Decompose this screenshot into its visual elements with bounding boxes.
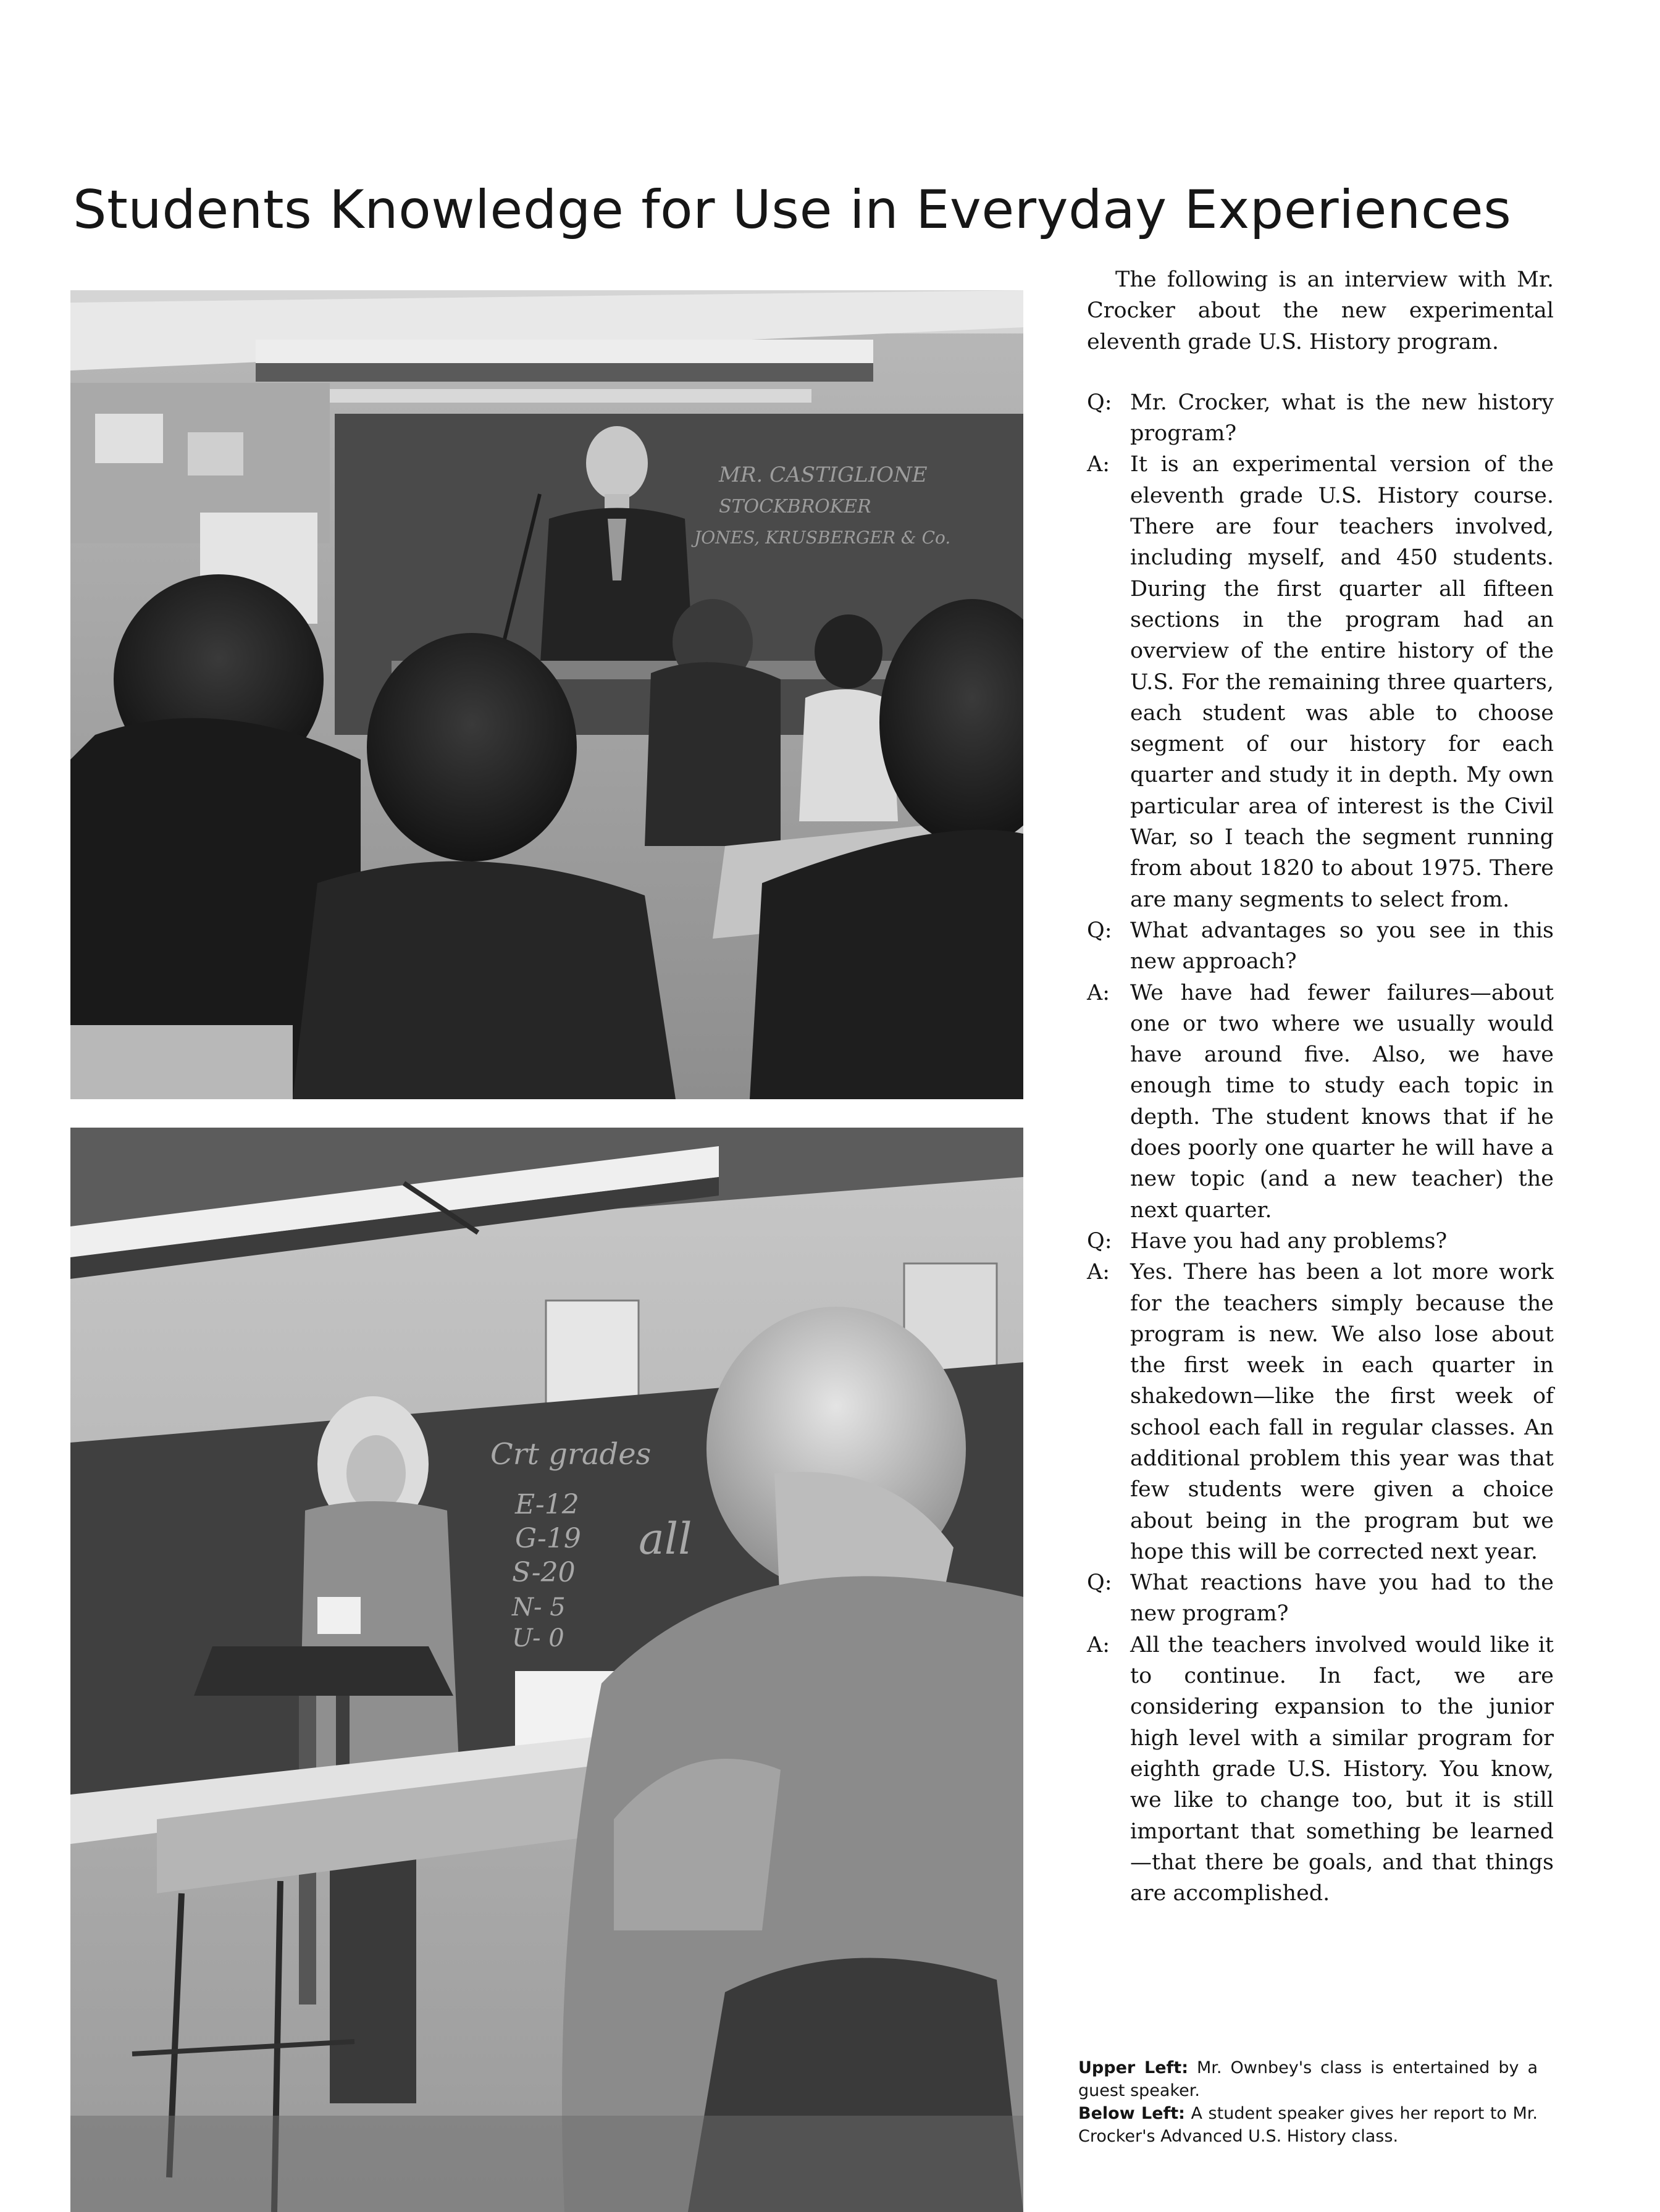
answer-tag: A: [1087,1260,1110,1285]
question-tag: Q: [1087,390,1112,415]
qa-item [1087,1567,1554,1630]
answer-text: It is an experimental version of the eleventh grade U.S. History course. There are four teachers involved, including myself, and 450 students. During the first quarter all fifteen sections in the program had an overview of the entire history of the U.S. For the remaining three quarters, each student was able to choose segment of our history for each quarter and study it in depth. My own particular area of interest is the Civil War, so I teach the segment running from about 1820 to about 1975. There are many segments to select from. [1130,452,1554,912]
question-text: Mr. Crocker, what is the new history program? [1130,390,1554,446]
grade-line-4: N- 5 [512,1593,566,1622]
chalkboard-side-note: all [639,1514,692,1564]
qa-item [1087,1226,1554,1257]
chalkboard-heading: Crt grades [490,1437,652,1472]
answer-tag: A: [1087,980,1110,1005]
page-headline: Students Knowledge for Use in Everyday Experiences [73,179,1512,241]
caption-lower [1078,2102,1538,2148]
question-text: What advantages so you see in this new approach? [1130,918,1554,974]
grade-line-2: G-19 [515,1523,581,1554]
chalkboard-line-1: MR. CASTIGLIONE [719,463,928,487]
qa-item [1087,978,1554,1226]
student-speaker-scene [70,1128,1023,2212]
grade-line-3: S-20 [512,1557,576,1588]
chalkboard-line-3: JONES, KRUSBERGER & Co. [694,527,951,548]
answer-text: Yes. There has been a lot more work for the teachers simply because the program is new. We also lose about the first week in each quarter in shakedown—like the first week of school each fall in regular classes. An additional problem this year was that few students were given a choice about being in the program but we hope this will be corrected next year. [1130,1260,1554,1564]
answer-tag: A: [1087,452,1110,477]
qa-item [1087,449,1554,915]
article-intro: The following is an interview with Mr. Crocker about the new experimental eleventh grade U.S. History program. [1087,267,1554,354]
question-text: What reactions have you had to the new program? [1130,1570,1554,1627]
grade-line-5: U- 0 [512,1624,564,1653]
qa-item [1087,915,1554,978]
lower-classroom-photo [70,1128,1023,2212]
interview-article [1087,264,1554,1909]
caption-upper [1078,2056,1538,2102]
question-tag: Q: [1087,1570,1112,1596]
caption-lower-label: Below Left: [1078,2104,1185,2123]
grade-line-1: E-12 [515,1489,579,1520]
guest-speaker-scene [70,290,1023,1099]
chalkboard-line-2: STOCKBROKER [719,496,871,517]
caption-upper-label: Upper Left: [1078,2058,1188,2077]
caption-lower-text: A student speaker gives her report to Mr. Crocker's Advanced U.S. History class. [1078,2104,1538,2146]
qa-item [1087,1257,1554,1567]
answer-text: All the teachers involved would like it to continue. In fact, we are considering expansion to the junior high level with a similar program for eighth grade U.S. History. You know, we like to change too, but it is still important that something be learned—that there be goals, and that things are accomplished. [1130,1632,1554,1906]
qa-item [1087,387,1554,450]
question-text: Have you had any problems? [1130,1228,1448,1254]
qa-item [1087,1630,1554,1909]
upper-classroom-photo [70,290,1023,1099]
caption-upper-text: Mr. Ownbey's class is entertained by a guest speaker. [1078,2058,1538,2100]
answer-text: We have had fewer failures—about one or two where we usually would have around five. Also, we have enough time to study each topic in depth. The student knows that if he does poorly one quarter he will have a new topic (and a new teacher) the next quarter. [1130,980,1554,1223]
question-tag: Q: [1087,918,1112,943]
photo-captions [1078,2056,1538,2148]
question-tag: Q: [1087,1228,1112,1254]
answer-tag: A: [1087,1632,1110,1657]
